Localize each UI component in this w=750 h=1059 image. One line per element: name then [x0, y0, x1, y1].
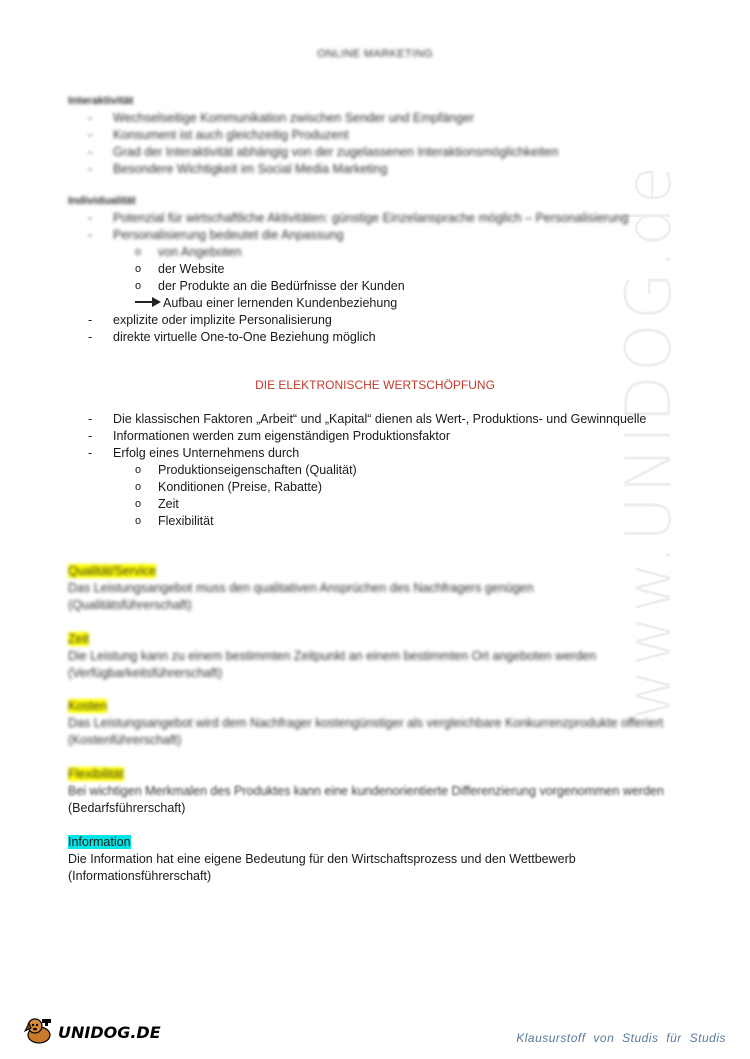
section-text: Die Leistung kann zu einem bestimmten Zeitpunkt an einem bestimmten Ort angeboten werden — [68, 649, 597, 663]
section-text: (Qualitätsführerschaft) — [68, 598, 192, 612]
section-wertschoepfung — [68, 411, 708, 530]
logo-text: UNIDOG.DE — [58, 1023, 161, 1042]
list-item: - Die klassischen Faktoren „Arbeit“ und „Kapital“ dienen als Wert-, Produktions- und Gewinnquelle — [68, 411, 708, 428]
arrow-item — [68, 295, 688, 312]
sub-list-item: o der Website — [68, 261, 688, 278]
bullet-list — [68, 411, 708, 462]
sub-list — [68, 462, 708, 530]
list-item: - Informationen werden zum eigenständigen Produktionsfaktor — [68, 428, 708, 445]
section-text: (Verfügbarkeitsführerschaft) — [68, 666, 223, 680]
list-item: - Konsument ist auch gleichzeitig Produzent — [68, 127, 688, 144]
list-item: - Besondere Wichtigkeit im Social Media Marketing — [68, 161, 688, 178]
section-text: Die Information hat eine eigene Bedeutung für den Wirtschaftsprozess und den Wettbewerb — [68, 852, 576, 866]
section-label: Flexibilität — [68, 767, 124, 781]
list-item: - direkte virtuelle One-to-One Beziehung möglich — [68, 329, 688, 346]
sub-list-item: o Produktionseigenschaften (Qualität) — [68, 462, 708, 479]
section-label: Qualität/Service — [68, 564, 157, 578]
section-individualitaet — [68, 193, 688, 346]
section-information — [68, 834, 688, 885]
sub-list-item: o Flexibilität — [68, 513, 708, 530]
section-heading: Individualität — [68, 195, 136, 207]
unidog-logo[interactable] — [22, 1015, 161, 1050]
footer-tagline: Klausurstoff von Studis für Studis — [516, 1031, 726, 1045]
sub-list-item: o Konditionen (Preise, Rabatte) — [68, 479, 708, 496]
section-text: Das Leistungsangebot muss den qualitativen Ansprüchen des Nachfragers genügen — [68, 581, 534, 595]
section-qualitaet — [68, 563, 688, 614]
section-heading: Interaktivität — [68, 95, 134, 107]
sub-list-item: o der Produkte an die Bedürfnisse der Kunden — [68, 278, 688, 295]
watermark: www.UNIDOG.de — [612, 163, 685, 720]
bullet-list — [68, 110, 688, 178]
section-text: (Kostenführerschaft) — [68, 733, 182, 747]
sub-list-item: o von Angeboten — [68, 244, 688, 261]
section-label: Zeit — [68, 632, 89, 646]
dog-icon — [22, 1015, 56, 1050]
section-flexibilitaet — [68, 766, 688, 817]
section-title-wertschoepfung: DIE ELEKTRONISCHE WERTSCHÖPFUNG — [255, 378, 495, 392]
list-item: - explizite oder implizite Personalisierung — [68, 312, 688, 329]
section-text: Das Leistungsangebot wird dem Nachfrager kostengünstiger als vergleichbare Konkurrenzprodukte offeriert — [68, 716, 664, 730]
section-label: Kosten — [68, 699, 107, 713]
section-zeit — [68, 631, 688, 682]
list-item: - Personalisierung bedeutet die Anpassung — [68, 227, 688, 244]
bullet-list — [68, 210, 688, 244]
sub-list — [68, 244, 688, 295]
section-interaktivitaet — [68, 93, 688, 178]
section-label: Information — [68, 835, 131, 849]
list-item: - Potenzial für wirtschaftliche Aktivitäten: günstige Einzelansprache möglich – Personalisierung — [68, 210, 688, 227]
list-item: - Erfolg eines Unternehmens durch — [68, 445, 708, 462]
list-item: - Wechselseitige Kommunikation zwischen Sender und Empfänger — [68, 110, 688, 127]
sub-list-item: o Zeit — [68, 496, 708, 513]
section-text: (Bedarfsführerschaft) — [68, 801, 186, 815]
arrow-item-text: Aufbau einer lernenden Kundenbeziehung — [163, 296, 398, 310]
section-kosten — [68, 698, 688, 749]
list-item: - Grad der Interaktivität abhängig von der zugelassenen Interaktionsmöglichkeiten — [68, 144, 688, 161]
document-title: ONLINE MARKETING — [317, 48, 433, 60]
section-text: (Informationsführerschaft) — [68, 869, 212, 883]
right-arrow-icon — [135, 295, 161, 312]
bullet-list — [68, 312, 688, 346]
section-text: Bei wichtigen Merkmalen des Produktes kann eine kundenorientierte Differenzierung vorgenommen werden — [68, 784, 664, 798]
